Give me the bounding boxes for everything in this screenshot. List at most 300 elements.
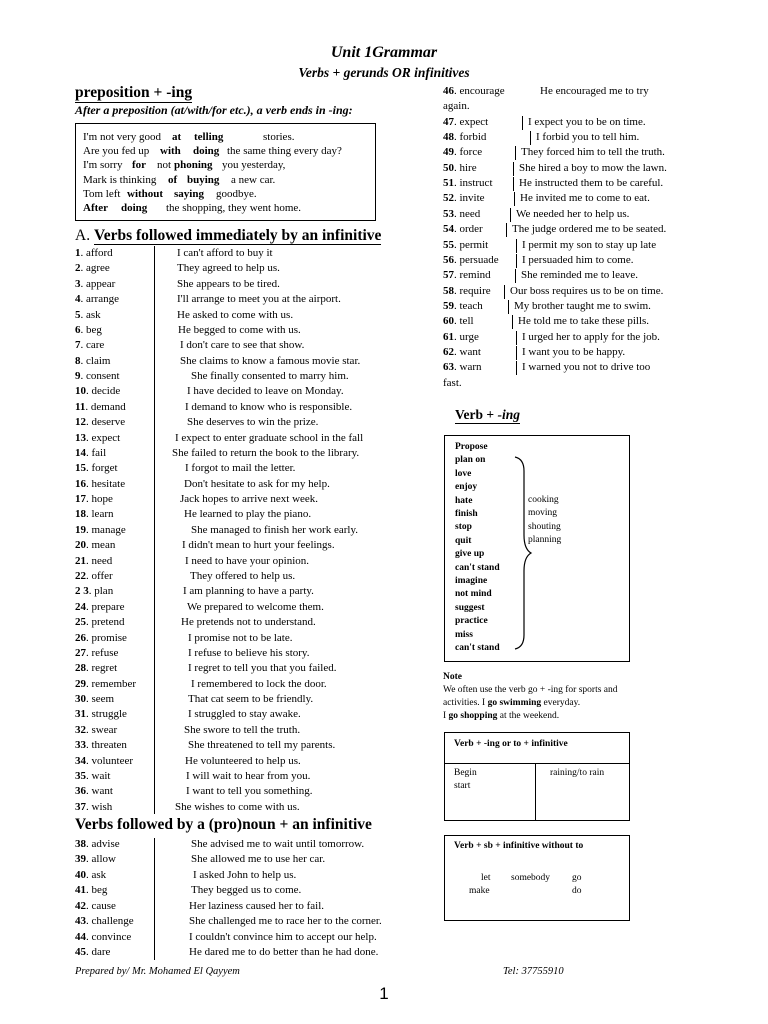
verb-row [75, 477, 420, 492]
verb-label [75, 477, 125, 492]
verb-text: . remember [86, 677, 137, 690]
verb-label [75, 415, 125, 430]
verb-text: . forbid [454, 131, 487, 144]
example-sentence: I didn't mean to hurt your feelings. [182, 539, 335, 552]
example-sentence: We needed her to help us. [516, 207, 630, 220]
verb-row [75, 400, 420, 415]
example-sentence: She reminded me to leave. [521, 269, 638, 282]
verb-label [75, 431, 120, 446]
verb-text: . invite [454, 192, 485, 205]
verb-label [75, 277, 115, 292]
example-word: for [132, 159, 147, 172]
verb-text: . struggle [86, 708, 127, 721]
ing-verb: finish [455, 509, 478, 519]
ing-verb: imagine [455, 576, 488, 586]
item-number: 36 [75, 785, 86, 798]
verb-row [75, 868, 420, 883]
example-sentence: He instructed them to be careful. [519, 177, 664, 190]
verb-row [443, 145, 665, 160]
verb-row [75, 507, 420, 522]
divider [535, 763, 536, 820]
example-sentence: I forgot to mail the letter. [185, 462, 296, 475]
example-word: goodbye. [216, 187, 257, 200]
verb-text: . allow [86, 853, 116, 866]
item-number: 4 [75, 293, 81, 306]
verb-text: . consent [80, 370, 120, 383]
item-number: 21 [75, 554, 86, 567]
example-sentence: I'll arrange to meet you at the airport. [177, 293, 341, 306]
verb-label [75, 292, 119, 307]
example-sentence: I will wait to hear from you. [186, 769, 311, 782]
item-number: 38 [75, 838, 86, 850]
verb-label [75, 615, 124, 630]
verb-text: . decide [86, 385, 121, 398]
verb-text: . dare [86, 946, 111, 959]
item-number: 14 [75, 446, 86, 459]
box-raining: raining/to rain [550, 768, 605, 778]
verb-text: . remind [454, 269, 491, 282]
verb-label [75, 914, 134, 929]
item-number: 6 [75, 323, 81, 336]
example-word: saying [174, 187, 204, 200]
verb-row [443, 130, 640, 145]
example-sentence: She finally consented to marry him. [191, 370, 349, 383]
verb-text: . persuade [454, 253, 499, 266]
example-sentence: He begged to come with us. [178, 323, 301, 336]
verb-row [75, 446, 420, 461]
example-sentence: She swore to tell the truth. [184, 723, 301, 736]
column-divider [515, 146, 516, 160]
verb-row [75, 261, 420, 276]
item-number: 42 [75, 899, 86, 912]
verb-row [443, 360, 651, 375]
note-line-2: activities. I go swimming everyday. [443, 698, 581, 708]
column-divider [516, 361, 517, 375]
verb-text: . permit [454, 238, 489, 251]
ing-verb: hate [455, 495, 473, 506]
item-number: 16 [75, 477, 86, 490]
verb-row [75, 784, 420, 799]
verb-text: . teach [454, 299, 483, 312]
item-number: 39 [75, 853, 86, 866]
verb-text: . fail [86, 446, 107, 459]
item-number: 33 [75, 739, 86, 752]
example-sentence: Jack hopes to arrive next week. [180, 493, 319, 506]
footer-tel: Tel: 37755910 [503, 966, 564, 977]
page-subtitle: Verbs + gerunds OR infinitives [298, 65, 470, 80]
example-sentence: She hired a boy to mow the lawn. [519, 161, 667, 174]
example-sentence: She advised me to wait until tomorrow. [191, 838, 365, 850]
column-divider [530, 131, 531, 145]
example-word: the shopping, they went home. [166, 202, 302, 214]
verb-row [75, 369, 420, 384]
item-number: 47 [443, 115, 454, 128]
verb-label [75, 507, 113, 522]
verb-text: . hesitate [86, 477, 126, 490]
verb-text: . beg [86, 884, 108, 897]
item-number: 3 [75, 277, 81, 290]
verb-row [75, 852, 420, 867]
ing-verb: can't stand [455, 562, 500, 573]
column-divider [506, 223, 507, 237]
verb-row [75, 914, 420, 929]
verb-row [443, 345, 626, 360]
box-go: go [572, 873, 582, 883]
example-sentence: I persuaded him to come. [522, 253, 634, 266]
ing-activity: moving [528, 508, 558, 519]
verb-row [443, 268, 638, 283]
verb-text: . hope [86, 493, 113, 506]
example-sentence: They agreed to help us. [177, 262, 280, 275]
example-word: at [172, 131, 182, 143]
column-divider [508, 300, 509, 314]
ing-verb: not mind [455, 589, 492, 600]
example-sentence: She wishes to come with us. [175, 800, 300, 813]
example-word: Mark is thinking [83, 173, 157, 186]
item-number: 57 [443, 269, 454, 282]
item-number: 62 [443, 345, 454, 358]
verb-label [75, 246, 113, 261]
verb-label [75, 852, 116, 867]
example-sentence: I have decided to leave on Monday. [187, 385, 344, 398]
verb-text: . force [454, 146, 483, 159]
example-word: I'm sorry [83, 159, 123, 172]
ing-verb: stop [455, 522, 472, 533]
example-sentence: She challenged me to race her to the corner. [189, 915, 382, 928]
verb-row [75, 323, 420, 338]
section-a-title: Verbs followed immediately by an infinitive [93, 227, 382, 244]
verb-text: . expect [86, 431, 121, 444]
example-sentence: I can't afford to buy it [177, 247, 273, 259]
verb-label [75, 400, 126, 415]
example-word: Are you fed up [83, 145, 150, 158]
example-sentence: They offered to help us. [190, 569, 296, 582]
verb-label [75, 930, 131, 945]
column-divider [516, 254, 517, 268]
item-number: 45 [75, 946, 86, 959]
example-sentence: He asked to come with us. [177, 308, 294, 321]
column-divider [516, 346, 517, 360]
verb-label [75, 492, 113, 507]
verb-row [75, 837, 420, 852]
example-sentence: I couldn't convince him to accept our help. [189, 930, 377, 943]
section-b-heading: Verbs followed by a (pro)noun + an infinitive [75, 816, 372, 833]
verb-text: . swear [86, 723, 118, 736]
example-sentence: She claims to know a famous movie star. [180, 354, 361, 367]
item-number: 63 [443, 361, 454, 374]
verb-text: . threaten [86, 739, 127, 752]
verb-label [75, 569, 113, 584]
example-sentence: I refuse to believe his story. [188, 646, 310, 659]
verb-row [75, 277, 420, 292]
verb-row [75, 615, 420, 630]
item-number: 37 [75, 800, 86, 813]
item-number: 46 [443, 85, 454, 97]
ing-or-infinitive-heading: Verb + -ing or to + infinitive [454, 739, 568, 749]
verb-text: . require [454, 284, 491, 297]
verb-label [75, 323, 102, 338]
example-word: phoning [174, 159, 213, 172]
verb-text: . forget [86, 462, 118, 475]
item-number: 55 [443, 238, 454, 251]
item-number: 27 [75, 646, 86, 659]
example-word: doing [193, 145, 220, 158]
example-sentence: She appears to be tired. [177, 277, 280, 290]
item-number: 40 [75, 868, 86, 881]
example-sentence: He learned to play the piano. [184, 508, 312, 521]
verb-row [443, 253, 634, 268]
verb-row [443, 161, 667, 176]
column-divider [513, 162, 514, 176]
item-number: 50 [443, 161, 454, 174]
item-number: 35 [75, 769, 86, 782]
verb-label [75, 800, 112, 815]
note-heading: Note [443, 672, 462, 682]
verb-text: . afford [80, 247, 113, 259]
verb-label [75, 354, 110, 369]
example-word: Tom left [83, 187, 121, 200]
verb-row [443, 222, 667, 237]
example-sentence: He pretends not to understand. [181, 616, 316, 629]
example-sentence: He dared me to do better than he had done. [189, 946, 379, 959]
item-number: 44 [75, 930, 86, 943]
verb-row [443, 330, 660, 345]
example-sentence: I permit my son to stay up late [522, 238, 657, 251]
column-divider [510, 208, 511, 222]
item-number: 2 [75, 262, 81, 275]
verb-row [443, 299, 651, 314]
verb-label [75, 538, 115, 553]
verb-row [75, 554, 420, 569]
verb-row [443, 207, 630, 222]
curly-brace-icon [512, 455, 534, 651]
verb-label [75, 707, 127, 722]
example-sentence: I am planning to have a party. [183, 585, 314, 598]
item-number: 51 [443, 177, 454, 190]
ing-activity: cooking [528, 495, 559, 505]
example-word: with [160, 145, 181, 158]
verb-text: . demand [85, 400, 126, 413]
box-somebody: somebody [511, 873, 551, 883]
box-begin: Begin [454, 768, 477, 778]
item-number: 43 [75, 915, 86, 928]
item-number: 49 [443, 146, 454, 159]
item-number: 22 [75, 569, 86, 582]
ing-verb: miss [455, 629, 473, 640]
verb-label [75, 837, 120, 852]
example-continuation: again. [443, 100, 470, 113]
example-word: doing [121, 202, 148, 214]
verb-text: . care [80, 339, 105, 352]
verb-text: . ask [86, 868, 107, 881]
ing-verb: plan on [455, 455, 486, 466]
verb-text: . want [86, 785, 113, 798]
verb-text: . ask [80, 308, 101, 321]
column-divider [514, 192, 515, 206]
verb-row [75, 707, 420, 722]
verb-text: . challenge [86, 915, 134, 928]
item-number: 30 [75, 693, 86, 706]
example-sentence: I remembered to lock the door. [191, 677, 327, 690]
verb-text: . hire [454, 161, 477, 174]
verb-text: . encourage [454, 85, 505, 97]
item-number: 58 [443, 284, 454, 297]
example-word: I'm not very good [83, 131, 162, 143]
item-number: 26 [75, 631, 86, 644]
example-sentence: I struggled to stay awake. [188, 708, 301, 721]
example-sentence: Don't hesitate to ask for my help. [184, 477, 330, 490]
verb-label [75, 692, 114, 707]
verb-text: . advise [86, 838, 120, 850]
verb-text: . offer [86, 569, 113, 582]
example-sentence: I don't care to see that show. [180, 339, 305, 352]
verb-row [75, 930, 420, 945]
example-sentence: He volunteered to help us. [185, 754, 301, 767]
verb-row [75, 292, 420, 307]
verb-text: . beg [80, 323, 102, 336]
item-number: 20 [75, 539, 86, 552]
item-number: 25 [75, 616, 86, 629]
example-sentence: She failed to return the book to the library. [172, 446, 360, 459]
example-sentence: She managed to finish her work early. [191, 523, 358, 536]
item-number: 5 [75, 308, 81, 321]
verb-row [443, 238, 657, 253]
verb-row [75, 354, 420, 369]
example-word: not [157, 159, 172, 172]
verb-label [75, 738, 127, 753]
verb-text: . tell [454, 315, 474, 328]
verb-text: . want [454, 345, 481, 358]
column-divider [516, 331, 517, 345]
verb-text: . wait [86, 769, 111, 782]
ing-verb: Propose [455, 442, 488, 452]
verb-text: . wish [86, 800, 113, 813]
verb-row [443, 176, 664, 191]
verb-label [75, 631, 127, 646]
verb-label [75, 646, 118, 661]
verb-label [75, 369, 120, 384]
item-number: 13 [75, 431, 86, 444]
ing-verb: enjoy [455, 482, 478, 493]
verb-text: . volunteer [86, 754, 134, 767]
column-divider [504, 285, 505, 299]
item-number: 9 [75, 370, 81, 383]
example-word: After [83, 202, 109, 214]
footer-prepared-by: Prepared by/ Mr. Mohamed El Qayyem [75, 966, 240, 977]
verb-row [75, 800, 420, 815]
verb-row [443, 115, 646, 130]
preposition-heading: preposition + -ing [75, 84, 193, 101]
example-sentence: I need to have your opinion. [185, 554, 310, 567]
verb-row [75, 569, 420, 584]
verb-label [75, 308, 101, 323]
preposition-intro: After a preposition (at/with/for etc.), a verb ends in -ing: [75, 103, 353, 117]
column-divider [515, 269, 516, 283]
section-a-heading [75, 226, 381, 246]
example-word: of [168, 173, 178, 186]
example-sentence: My brother taught me to swim. [514, 299, 651, 312]
verb-text: . urge [454, 330, 479, 343]
verb-label [75, 661, 117, 676]
example-sentence: He encouraged me to try [540, 85, 649, 97]
verb-label [75, 584, 113, 599]
verb-text: . pretend [86, 616, 125, 629]
verb-row [75, 308, 420, 323]
verb-text: . expect [454, 115, 489, 128]
example-sentence: I regret to tell you that you failed. [188, 662, 337, 675]
example-sentence: He told me to take these pills. [518, 315, 650, 328]
verb-row [75, 538, 420, 553]
example-sentence: I warned you not to drive too [522, 361, 651, 374]
example-sentence: I promise not to be late. [188, 631, 293, 644]
verb-label [75, 261, 110, 276]
example-word: you yesterday, [222, 159, 286, 172]
verb-text: . convince [86, 930, 132, 943]
verb-text: . manage [86, 523, 126, 536]
verb-label [75, 523, 126, 538]
example-sentence: Her laziness caused her to fail. [189, 899, 324, 912]
item-number: 7 [75, 339, 81, 352]
column-divider [512, 315, 513, 329]
verb-row [75, 415, 420, 430]
verb-text: . prepare [86, 600, 125, 613]
example-sentence: I demand to know who is responsible. [185, 400, 353, 413]
example-word: a new car. [231, 173, 276, 186]
verb-row [75, 600, 420, 615]
verb-label [75, 868, 106, 883]
verb-text: . need [86, 554, 113, 567]
item-number: 48 [443, 131, 454, 144]
verb-text: . warn [454, 361, 482, 374]
verb-row [75, 631, 420, 646]
verb-text: . instruct [454, 177, 493, 190]
example-sentence: He invited me to come to eat. [520, 192, 650, 205]
verb-row [75, 338, 420, 353]
bare-infinitive-heading: Verb + sb + infinitive without to [454, 841, 584, 851]
verb-text: . deserve [86, 416, 126, 429]
example-sentence: They forced him to tell the truth. [521, 146, 665, 159]
verb-text: . refuse [86, 646, 119, 659]
verb-label [75, 769, 110, 784]
column-divider [522, 116, 523, 130]
verb-row [75, 899, 420, 914]
example-sentence: She threatened to tell my parents. [188, 739, 336, 752]
example-sentence: We prepared to welcome them. [187, 600, 324, 613]
verb-label [75, 338, 104, 353]
item-number: 12 [75, 416, 86, 429]
verb-label [75, 883, 107, 898]
example-sentence: I want you to be happy. [522, 345, 626, 358]
verb-text: . regret [86, 662, 118, 675]
item-number: 28 [75, 662, 86, 675]
verb-label [75, 554, 112, 569]
verb-row [75, 692, 420, 707]
verb-text: . agree [80, 262, 110, 275]
verb-label [75, 600, 124, 615]
divider [445, 763, 629, 764]
verb-row [75, 723, 420, 738]
ing-verb: can't stand [455, 643, 500, 653]
example-word: without [127, 187, 164, 200]
item-number: 19 [75, 523, 86, 536]
item-number: 18 [75, 508, 86, 521]
page-number: 1 [379, 984, 389, 1003]
ing-or-infinitive-box [444, 732, 630, 821]
verb-text: . seem [86, 693, 115, 706]
item-number: 32 [75, 723, 86, 736]
verb-label [75, 446, 106, 461]
verb-label [75, 723, 117, 738]
